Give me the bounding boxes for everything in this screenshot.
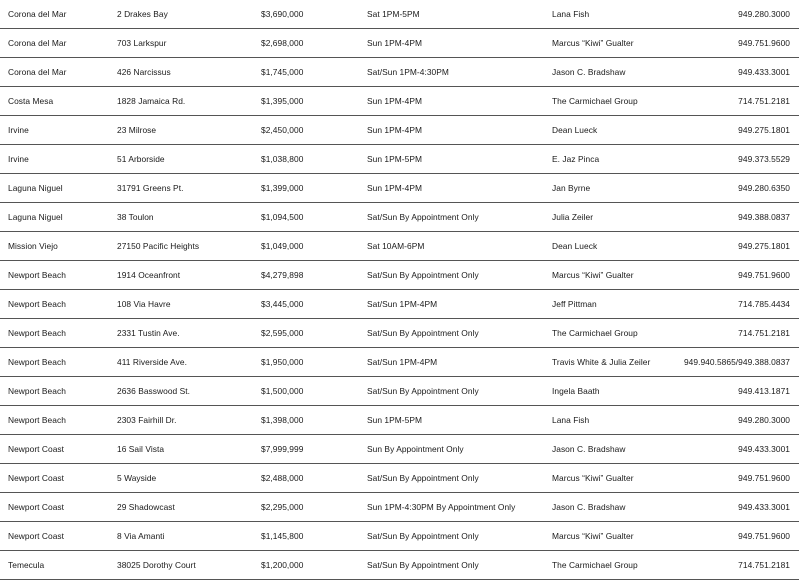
listing-agent: Ingela Baath	[552, 386, 600, 396]
listing-phone: 714.751.2181	[738, 560, 790, 570]
listing-open-house-time: Sun By Appointment Only	[367, 444, 464, 454]
listing-city: Corona del Mar	[8, 67, 67, 77]
listing-phone: 949.275.1801	[738, 241, 790, 251]
listing-price: $2,295,000	[261, 502, 304, 512]
listing-phone: 714.751.2181	[738, 328, 790, 338]
listing-phone: 949.280.6350	[738, 183, 790, 193]
listing-address: 703 Larkspur	[117, 38, 167, 48]
table-row	[0, 551, 799, 580]
listing-phone: 949.433.3001	[738, 67, 790, 77]
listing-price: $2,488,000	[261, 473, 304, 483]
listing-open-house-time: Sun 1PM-4PM	[367, 96, 423, 106]
listing-address: 2331 Tustin Ave.	[117, 328, 180, 338]
listing-agent: Lana Fish	[552, 415, 590, 425]
listing-address: 2 Drakes Bay	[117, 9, 168, 19]
listing-agent: Jason C. Bradshaw	[552, 502, 626, 512]
table-row	[0, 406, 799, 435]
listing-phone: 949.413.1871	[738, 386, 790, 396]
listing-city: Laguna Niguel	[8, 183, 63, 193]
listing-city: Irvine	[8, 125, 29, 135]
table-row	[0, 522, 799, 551]
listing-address: 51 Arborside	[117, 154, 165, 164]
listing-phone: 949.280.3000	[738, 9, 790, 19]
listing-open-house-time: Sun 1PM-5PM	[367, 415, 423, 425]
listing-open-house-time: Sun 1PM-5PM	[367, 154, 423, 164]
listing-open-house-time: Sun 1PM-4PM	[367, 38, 423, 48]
listing-city: Newport Beach	[8, 299, 66, 309]
table-row	[0, 464, 799, 493]
listing-city: Newport Beach	[8, 328, 66, 338]
listing-open-house-time: Sat/Sun By Appointment Only	[367, 560, 479, 570]
listing-price: $1,049,000	[261, 241, 304, 251]
listing-agent: The Carmichael Group	[552, 328, 638, 338]
listing-address: 2636 Basswood St.	[117, 386, 191, 396]
listing-open-house-time: Sat 1PM-5PM	[367, 9, 420, 19]
listing-price: $7,999,999	[261, 444, 304, 454]
table-row	[0, 319, 799, 348]
listing-address: 27150 Pacific Heights	[117, 241, 200, 251]
listing-city: Newport Beach	[8, 270, 66, 280]
listing-address: 16 Sail Vista	[117, 444, 165, 454]
table-row	[0, 261, 799, 290]
listing-phone: 949.751.9600	[738, 38, 790, 48]
listing-agent: Lana Fish	[552, 9, 590, 19]
listing-open-house-time: Sun 1PM-4PM	[367, 125, 423, 135]
listing-city: Newport Coast	[8, 531, 65, 541]
listing-price: $1,950,000	[261, 357, 304, 367]
listing-price: $1,399,000	[261, 183, 304, 193]
listing-open-house-time: Sat/Sun 1PM-4PM	[367, 299, 438, 309]
listing-price: $1,745,000	[261, 67, 304, 77]
listing-open-house-time: Sat/Sun By Appointment Only	[367, 386, 479, 396]
listing-address: 411 Riverside Ave.	[117, 357, 187, 367]
listing-address: 38 Toulon	[117, 212, 154, 222]
table-row	[0, 0, 799, 29]
listing-address: 23 Milrose	[117, 125, 157, 135]
listing-phone: 949.433.3001	[738, 502, 790, 512]
listing-agent: Marcus “Kiwi” Gualter	[552, 270, 634, 280]
listing-agent: Jason C. Bradshaw	[552, 444, 626, 454]
listing-price: $2,450,000	[261, 125, 304, 135]
listing-city: Irvine	[8, 154, 29, 164]
listing-open-house-time: Sat/Sun By Appointment Only	[367, 212, 479, 222]
listing-price: $1,395,000	[261, 96, 304, 106]
listing-address: 2303 Fairhill Dr.	[117, 415, 177, 425]
listing-city: Corona del Mar	[8, 38, 67, 48]
listing-agent: Marcus “Kiwi” Gualter	[552, 531, 634, 541]
listing-open-house-time: Sun 1PM-4:30PM By Appointment Only	[367, 502, 516, 512]
listing-address: 1828 Jamaica Rd.	[117, 96, 186, 106]
listing-city: Laguna Niguel	[8, 212, 63, 222]
table-row	[0, 29, 799, 58]
listing-phone: 949.751.9600	[738, 531, 790, 541]
listing-price: $1,038,800	[261, 154, 304, 164]
listing-city: Newport Coast	[8, 502, 65, 512]
listing-phone: 714.785.4434	[738, 299, 790, 309]
listing-agent: Jason C. Bradshaw	[552, 67, 626, 77]
table-row	[0, 290, 799, 319]
listing-agent: Jan Byrne	[552, 183, 591, 193]
listing-price: $1,094,500	[261, 212, 304, 222]
listing-address: 5 Wayside	[117, 473, 157, 483]
listing-city: Newport Coast	[8, 444, 65, 454]
table-row	[0, 87, 799, 116]
listing-open-house-time: Sat/Sun By Appointment Only	[367, 473, 479, 483]
listing-agent: Dean Lueck	[552, 125, 598, 135]
listing-phone: 949.751.9600	[738, 473, 790, 483]
listing-open-house-time: Sun 1PM-4PM	[367, 183, 423, 193]
listing-price: $1,145,800	[261, 531, 304, 541]
table-row	[0, 232, 799, 261]
listing-address: 108 Via Havre	[117, 299, 171, 309]
listing-phone: 949.751.9600	[738, 270, 790, 280]
listing-price: $1,200,000	[261, 560, 304, 570]
listing-address: 31791 Greens Pt.	[117, 183, 184, 193]
listing-open-house-time: Sat/Sun 1PM-4PM	[367, 357, 438, 367]
listing-agent: Travis White & Julia Zeiler	[552, 357, 651, 367]
listing-address: 29 Shadowcast	[117, 502, 175, 512]
listing-price: $3,690,000	[261, 9, 304, 19]
listing-agent: The Carmichael Group	[552, 560, 638, 570]
listing-phone: 949.373.5529	[738, 154, 790, 164]
table-row	[0, 116, 799, 145]
listing-open-house-time: Sat/Sun By Appointment Only	[367, 531, 479, 541]
listing-city: Temecula	[8, 560, 45, 570]
listing-city: Newport Beach	[8, 357, 66, 367]
listing-open-house-time: Sat/Sun By Appointment Only	[367, 328, 479, 338]
listing-open-house-time: Sat/Sun By Appointment Only	[367, 270, 479, 280]
listing-price: $3,445,000	[261, 299, 304, 309]
listing-price: $4,279,898	[261, 270, 304, 280]
listing-city: Newport Beach	[8, 386, 66, 396]
listing-phone: 949.940.5865/949.388.0837	[683, 357, 790, 367]
listing-city: Costa Mesa	[8, 96, 54, 106]
listing-agent: Marcus “Kiwi” Gualter	[552, 473, 634, 483]
listing-city: Corona del Mar	[8, 9, 67, 19]
table-row	[0, 203, 799, 232]
listing-address: 38025 Dorothy Court	[117, 560, 196, 570]
listing-agent: E. Jaz Pinca	[552, 154, 600, 164]
listing-agent: Julia Zeiler	[552, 212, 594, 222]
listing-agent: Marcus “Kiwi” Gualter	[552, 38, 634, 48]
listing-phone: 949.388.0837	[738, 212, 790, 222]
table-row	[0, 493, 799, 522]
listing-price: $2,698,000	[261, 38, 304, 48]
listing-phone: 949.433.3001	[738, 444, 790, 454]
listing-city: Newport Beach	[8, 415, 66, 425]
listing-phone: 949.280.3000	[738, 415, 790, 425]
listing-agent: Dean Lueck	[552, 241, 598, 251]
listing-address: 426 Narcissus	[117, 67, 171, 77]
listing-address: 8 Via Amanti	[117, 531, 165, 541]
listing-agent: The Carmichael Group	[552, 96, 638, 106]
listing-address: 1914 Oceanfront	[117, 270, 181, 280]
listing-open-house-time: Sat 10AM-6PM	[367, 241, 425, 251]
table-row	[0, 58, 799, 87]
listing-price: $1,500,000	[261, 386, 304, 396]
table-row	[0, 348, 799, 377]
table-row	[0, 435, 799, 464]
table-row	[0, 145, 799, 174]
listing-phone: 714.751.2181	[738, 96, 790, 106]
table-row	[0, 174, 799, 203]
listing-open-house-time: Sat/Sun 1PM-4:30PM	[367, 67, 449, 77]
table-row	[0, 377, 799, 406]
listing-price: $2,595,000	[261, 328, 304, 338]
listing-price: $1,398,000	[261, 415, 304, 425]
listing-phone: 949.275.1801	[738, 125, 790, 135]
listing-city: Mission Viejo	[8, 241, 58, 251]
listing-agent: Jeff Pittman	[552, 299, 597, 309]
listing-city: Newport Coast	[8, 473, 65, 483]
